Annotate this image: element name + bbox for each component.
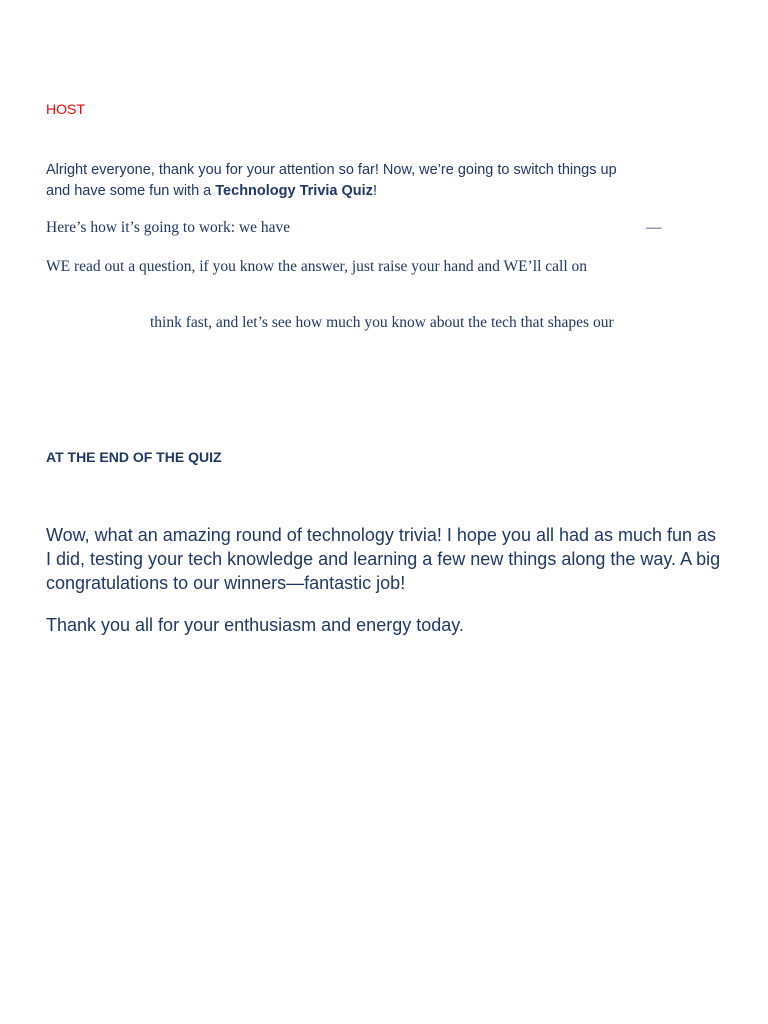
thank-you-line: Thank you all for your enthusiasm and energy today. bbox=[46, 615, 464, 635]
quiz-title-bold: Technology Trivia Quiz bbox=[215, 183, 373, 199]
em-dash: — bbox=[646, 219, 662, 236]
intro-paragraph bbox=[46, 160, 726, 202]
host-label: HOST bbox=[46, 101, 85, 117]
end-of-quiz-heading: AT THE END OF THE QUIZ bbox=[46, 449, 222, 465]
question-rules-line: WE read out a question, if you know the answer, just raise your hand and WE’ll call on bbox=[46, 258, 588, 275]
how-it-works-line: Here’s how it’s going to work: we have bbox=[46, 219, 291, 236]
think-fast-line: think fast, and let’s see how much you know about the tech that shapes our bbox=[150, 314, 614, 331]
intro-line-2-prefix: and have some fun with a bbox=[46, 183, 216, 199]
intro-line-1: Alright everyone, thank you for your attention so far! Now, we’re going to switch things up bbox=[46, 162, 617, 178]
intro-line-2-suffix: ! bbox=[372, 183, 377, 199]
closing-paragraph: Wow, what an amazing round of technology trivia! I hope you all had as much fun as I did, testing your tech knowledge and learning a few new things along the way. A big congratulations to our winners—fantastic job! bbox=[46, 525, 721, 593]
